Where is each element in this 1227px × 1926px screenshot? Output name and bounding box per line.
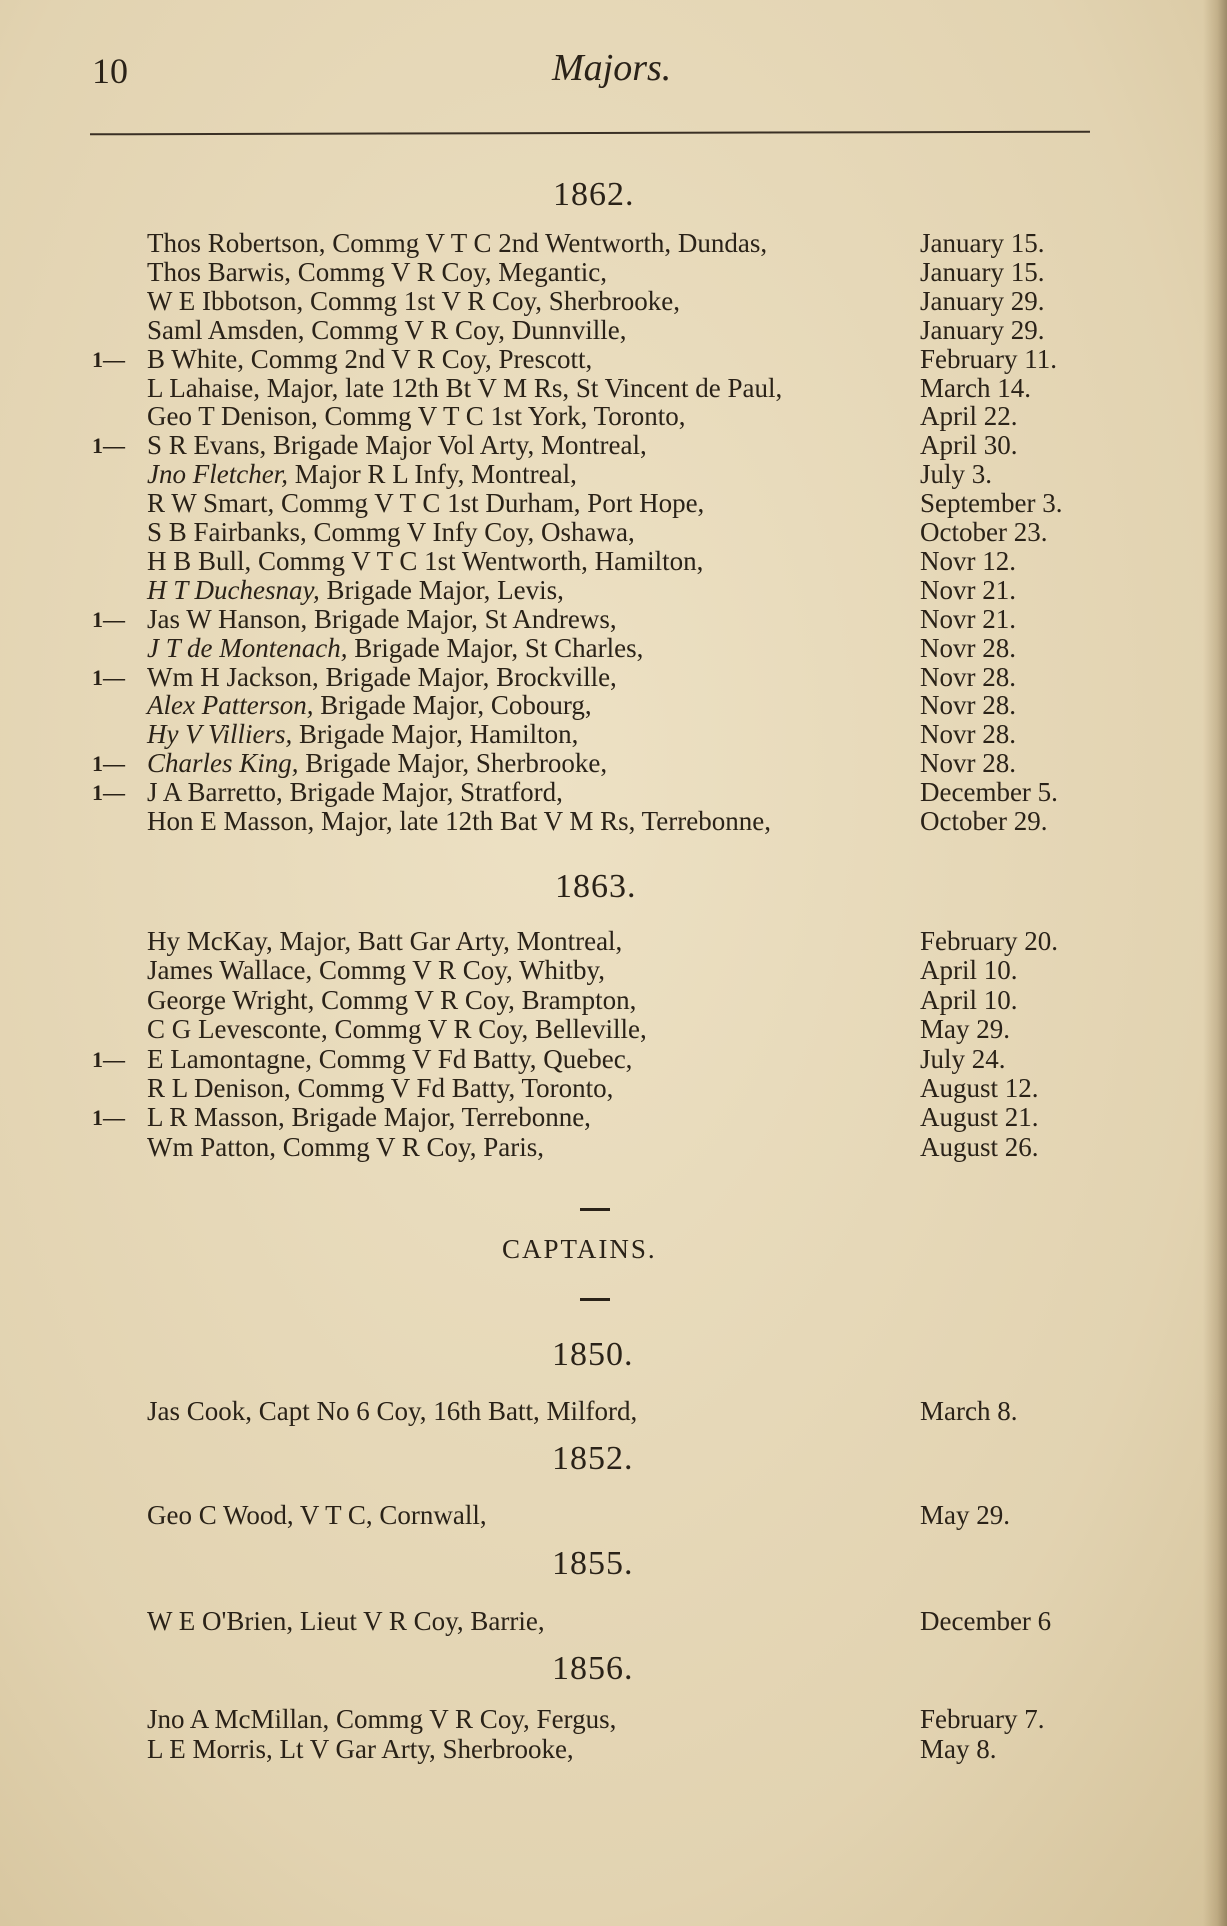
entry-marker: 1— xyxy=(92,664,125,690)
list-entry xyxy=(0,777,1227,807)
list-entry xyxy=(0,373,1227,403)
entry-date: March 8. xyxy=(920,1396,1018,1426)
entry-date: May 8. xyxy=(920,1734,997,1764)
entry-date: July 3. xyxy=(920,459,993,490)
list-entry xyxy=(0,1073,1227,1103)
entry-name xyxy=(147,1500,487,1531)
entry-officer-detail: Major R L Infy, Montreal, xyxy=(287,459,577,490)
entry-name xyxy=(147,488,704,519)
entry-date: January 29. xyxy=(920,285,1045,316)
entry-officer-detail: R L Denison, Commg V Fd Batty, Toronto, xyxy=(147,1073,614,1103)
entry-name xyxy=(147,1734,574,1765)
list-entry xyxy=(0,315,1227,345)
entry-name xyxy=(147,1132,544,1163)
entry-date: January 15. xyxy=(920,256,1045,287)
entry-name xyxy=(147,1396,637,1427)
entry-marker: 1— xyxy=(92,346,125,372)
entry-name xyxy=(147,430,647,461)
entry-date: Novr 28. xyxy=(920,719,1016,750)
list-entry xyxy=(0,228,1227,258)
list-entry xyxy=(0,748,1227,778)
entry-date: October 29. xyxy=(920,806,1048,836)
list-entry xyxy=(0,1734,1227,1764)
entry-name xyxy=(147,748,607,779)
entry-officer-detail: James Wallace, Commg V R Coy, Whitby, xyxy=(147,955,606,986)
entry-officer-detail: R W Smart, Commg V T C 1st Durham, Port Hope, xyxy=(147,488,705,519)
year-heading-1863: 1863. xyxy=(555,868,637,905)
entry-date: April 30. xyxy=(920,430,1018,461)
list-entry xyxy=(0,344,1227,374)
entry-date: Novr 28. xyxy=(920,632,1016,663)
entry-date: February 11. xyxy=(920,343,1057,374)
entry-officer-detail: Hon E Masson, Major, late 12th Bat V M Rs, Terrebonne, xyxy=(147,806,771,836)
entry-name xyxy=(147,1014,647,1045)
entry-date: July 24. xyxy=(920,1043,1006,1074)
entry-date: January 29. xyxy=(920,314,1045,345)
entry-officer-detail: S B Fairbanks, Commg V Infy Coy, Oshawa, xyxy=(147,517,635,547)
list-entry xyxy=(0,604,1227,634)
year-heading-1850: 1850. xyxy=(552,1336,634,1373)
entry-date: Novr 12. xyxy=(920,545,1016,576)
list-entry xyxy=(0,1606,1227,1636)
entry-officer-detail: Jas Cook, Capt No 6 Coy, 16th Batt, Milford, xyxy=(147,1396,638,1426)
entry-officer-detail: Geo T Denison, Commg V T C 1st York, Toronto, xyxy=(147,401,686,432)
entry-date: Novr 28. xyxy=(920,690,1016,721)
entry-officer-detail: C G Levesconte, Commg V R Coy, Belleville, xyxy=(147,1014,647,1045)
entry-officer-detail: Brigade Major, Cobourg, xyxy=(313,690,592,721)
entry-name xyxy=(147,286,680,317)
year-heading-1856: 1856. xyxy=(552,1650,634,1687)
list-entry xyxy=(0,459,1227,489)
list-entry xyxy=(0,1014,1227,1044)
entry-name xyxy=(147,1044,632,1075)
entry-officer-italic: Alex Patterson, xyxy=(147,690,314,721)
entry-date: April 22. xyxy=(920,401,1018,432)
entry-officer-detail: Thos Robertson, Commg V T C 2nd Wentworth, Dundas, xyxy=(147,228,768,258)
entry-name xyxy=(147,690,592,721)
list-entry xyxy=(0,1044,1227,1074)
entry-officer-detail: S R Evans, Brigade Major Vol Arty, Montreal, xyxy=(147,430,647,461)
entry-name xyxy=(147,926,622,957)
entry-date: February 20. xyxy=(920,926,1058,956)
entry-name xyxy=(147,344,592,375)
entry-officer-detail: B White, Commg 2nd V R Coy, Prescott, xyxy=(147,343,593,374)
list-entry xyxy=(0,690,1227,720)
list-entry xyxy=(0,1500,1227,1530)
year-heading-1852: 1852. xyxy=(552,1440,634,1477)
entry-date: April 10. xyxy=(920,955,1018,986)
entry-date: December 5. xyxy=(920,777,1058,808)
entry-name xyxy=(147,1073,613,1104)
entry-officer-detail: Geo C Wood, V T C, Cornwall, xyxy=(147,1500,487,1530)
entry-name xyxy=(147,459,577,490)
section-dash-top xyxy=(580,1208,610,1211)
list-entry xyxy=(0,662,1227,692)
entry-officer-detail: Wm Patton, Commg V R Coy, Paris, xyxy=(147,1131,545,1162)
entry-name xyxy=(147,228,767,259)
entry-name xyxy=(147,575,564,606)
entry-officer-detail: J A Barretto, Brigade Major, Stratford, xyxy=(147,777,563,808)
entry-name xyxy=(147,985,636,1016)
entry-officer-detail: Wm H Jackson, Brigade Major, Brockville, xyxy=(147,661,617,692)
entry-date: Novr 28. xyxy=(920,748,1016,779)
entry-officer-detail: L E Morris, Lt V Gar Arty, Sherbrooke, xyxy=(147,1734,574,1764)
entry-name xyxy=(147,517,635,548)
list-entry xyxy=(0,633,1227,663)
entry-name xyxy=(147,401,685,432)
entry-officer-detail: W E O'Brien, Lieut V R Coy, Barrie, xyxy=(147,1606,545,1636)
entry-officer-detail: W E Ibbotson, Commg 1st V R Coy, Sherbrooke, xyxy=(147,285,681,316)
captains-heading: CAPTAINS. xyxy=(502,1234,657,1264)
list-entry xyxy=(0,1132,1227,1162)
entry-name xyxy=(147,604,617,635)
entry-officer-detail: Thos Barwis, Commg V R Coy, Megantic, xyxy=(147,256,608,287)
entry-name xyxy=(147,1102,591,1133)
list-entry xyxy=(0,806,1227,836)
entry-date: October 23. xyxy=(920,517,1048,547)
entry-date: August 12. xyxy=(920,1073,1039,1103)
entry-date: February 7. xyxy=(920,1704,1045,1734)
list-entry xyxy=(0,1704,1227,1734)
entry-date: Novr 28. xyxy=(920,661,1016,692)
entry-date: Novr 21. xyxy=(920,574,1016,605)
entry-name xyxy=(147,955,605,986)
entry-officer-detail: George Wright, Commg V R Coy, Brampton, xyxy=(147,984,637,1015)
entry-name xyxy=(147,373,782,404)
entry-date: May 29. xyxy=(920,1014,1010,1045)
entry-name xyxy=(147,633,643,664)
entry-officer-detail: H B Bull, Commg V T C 1st Wentworth, Hamilton, xyxy=(147,545,704,576)
entry-officer-detail: Brigade Major, St Charles, xyxy=(347,632,644,663)
entry-name xyxy=(147,662,617,693)
entry-officer-detail: Brigade Major, Sherbrooke, xyxy=(298,748,608,779)
entry-date: Novr 21. xyxy=(920,603,1016,634)
list-entry xyxy=(0,286,1227,316)
year-heading-1855: 1855. xyxy=(552,1545,634,1582)
entry-marker: 1— xyxy=(92,1046,125,1072)
entry-officer-detail: Hy McKay, Major, Batt Gar Arty, Montreal, xyxy=(147,926,623,956)
entry-marker: 1— xyxy=(92,433,125,459)
entry-date: December 6 xyxy=(920,1606,1052,1636)
entry-name xyxy=(147,1704,616,1735)
entry-marker: 1— xyxy=(92,606,125,632)
running-head: Majors. xyxy=(552,47,672,89)
entry-name xyxy=(147,777,563,808)
entry-marker: 1— xyxy=(92,1105,125,1131)
entry-officer-italic: J T de Montenach, xyxy=(147,632,348,663)
entry-officer-detail: E Lamontagne, Commg V Fd Batty, Quebec, xyxy=(147,1043,633,1074)
list-entry xyxy=(0,430,1227,460)
list-entry xyxy=(0,1396,1227,1426)
entry-name xyxy=(147,806,771,837)
entry-officer-italic: H T Duchesnay, xyxy=(147,574,320,605)
year-heading-1862: 1862. xyxy=(553,176,635,213)
entry-marker: 1— xyxy=(92,751,125,777)
entry-date: May 29. xyxy=(920,1500,1010,1530)
entry-name xyxy=(147,719,578,750)
entry-officer-italic: Hy V Villiers, xyxy=(147,719,293,750)
entry-officer-detail: Brigade Major, Levis, xyxy=(319,574,564,605)
entry-officer-detail: Saml Amsden, Commg V R Coy, Dunnville, xyxy=(147,314,627,345)
list-entry xyxy=(0,517,1227,547)
list-entry xyxy=(0,1102,1227,1132)
entry-name xyxy=(147,315,627,346)
entry-name xyxy=(147,1606,545,1637)
list-entry xyxy=(0,985,1227,1015)
entry-name xyxy=(147,546,703,577)
list-entry xyxy=(0,257,1227,287)
entry-officer-italic: Jno Fletcher, xyxy=(147,459,288,490)
list-entry xyxy=(0,926,1227,956)
entry-marker: 1— xyxy=(92,780,125,806)
entry-officer-detail: Jno A McMillan, Commg V R Coy, Fergus, xyxy=(147,1704,617,1734)
list-entry xyxy=(0,546,1227,576)
list-entry xyxy=(0,401,1227,431)
entry-date: March 14. xyxy=(920,372,1031,403)
page-number: 10 xyxy=(92,51,128,91)
entry-date: August 21. xyxy=(920,1102,1039,1133)
list-entry xyxy=(0,575,1227,605)
entry-officer-detail: Jas W Hanson, Brigade Major, St Andrews, xyxy=(147,603,617,634)
entry-officer-italic: Charles King, xyxy=(147,748,299,779)
entry-officer-detail: L Lahaise, Major, late 12th Bt V M Rs, St Vincent de Paul, xyxy=(147,372,783,403)
entry-date: August 26. xyxy=(920,1131,1039,1162)
entry-date: January 15. xyxy=(920,228,1045,258)
list-entry xyxy=(0,719,1227,749)
header-rule xyxy=(90,131,1090,136)
entry-date: September 3. xyxy=(920,488,1063,519)
entry-officer-detail: Brigade Major, Hamilton, xyxy=(292,719,579,750)
section-dash-bottom xyxy=(580,1298,610,1301)
entry-name xyxy=(147,257,607,288)
entry-date: April 10. xyxy=(920,984,1018,1015)
list-entry xyxy=(0,488,1227,518)
list-entry xyxy=(0,955,1227,985)
entry-officer-detail: L R Masson, Brigade Major, Terrebonne, xyxy=(147,1102,591,1133)
